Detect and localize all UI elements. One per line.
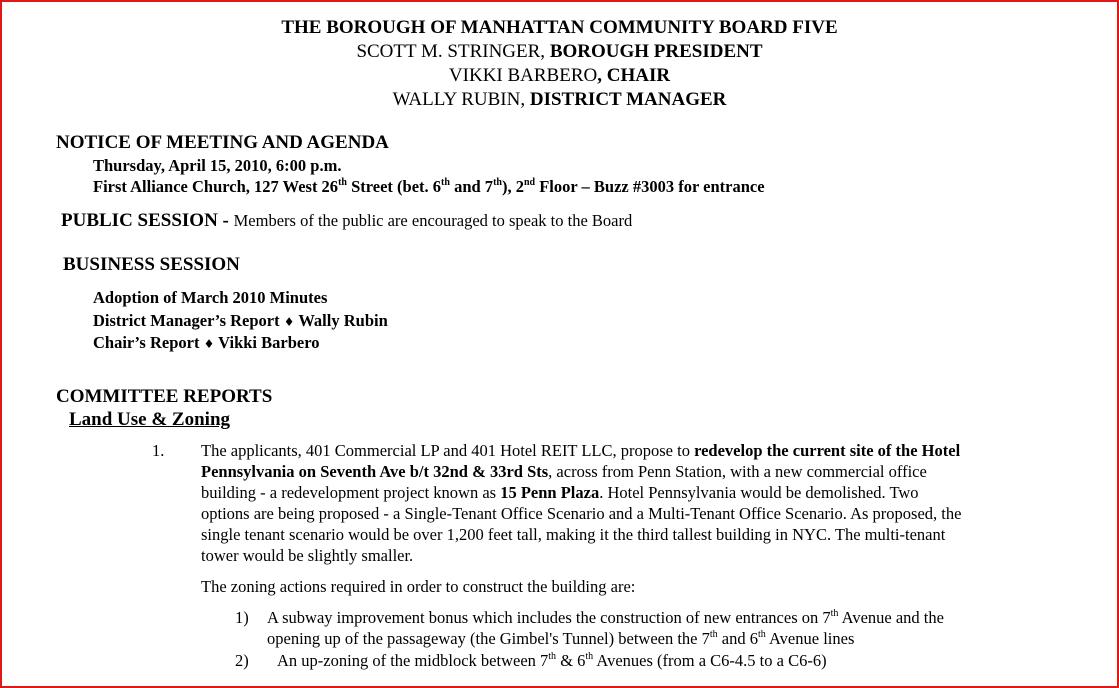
item1-line2: Pennsylvania on Seventh Ave b/t 32nd & 33rd Sts, across from Penn Station, with a new commercial office: [201, 462, 927, 481]
land-use-zoning-subheading: Land Use & Zoning: [69, 409, 231, 430]
diamond-icon: ♦: [283, 315, 295, 329]
item1-line6: tower would be slightly smaller.: [201, 546, 414, 565]
business-item-chair-report: Chair’s Report ♦ Vikki Barbero: [93, 333, 320, 352]
item-number: 1.: [152, 441, 165, 460]
chair-line: VIKKI BARBERO, CHAIR: [448, 65, 671, 86]
committee-reports-heading: COMMITTEE REPORTS: [56, 386, 273, 407]
item1-line4: options are being proposed - a Single-Tenant Office Scenario and a Multi-Tenant Office Scenario. As proposed, the: [201, 504, 962, 523]
borough-president-line: SCOTT M. STRINGER, BOROUGH PRESIDENT: [356, 41, 763, 62]
district-manager-line: WALLY RUBIN, DISTRICT MANAGER: [392, 89, 727, 110]
subitem2-number: 2): [235, 651, 249, 670]
business-session-heading: BUSINESS SESSION: [63, 254, 240, 275]
diamond-icon: ♦: [203, 337, 215, 351]
meeting-location: First Alliance Church, 127 West 26th Street (bet. 6th and 7th), 2nd Floor – Buzz #3003 for entrance: [93, 177, 765, 196]
subitem1-line2: opening up of the passageway (the Gimbel's Tunnel) between the 7th and 6th Avenue lines: [267, 629, 855, 648]
business-item-minutes: Adoption of March 2010 Minutes: [93, 288, 328, 307]
item1-line1: The applicants, 401 Commercial LP and 401 Hotel REIT LLC, propose to redevelop the current site of the Hotel: [201, 441, 961, 460]
subitem1-line1: A subway improvement bonus which includes the construction of new entrances on 7th Avenue and the: [267, 608, 944, 627]
public-session: PUBLIC SESSION - Members of the public are encouraged to speak to the Board: [61, 210, 633, 231]
subitem2-line1: An up-zoning of the midblock between 7th & 6th Avenues (from a C6-4.5 to a C6-6): [277, 651, 827, 670]
meeting-date: Thursday, April 15, 2010, 6:00 p.m.: [93, 156, 342, 175]
item1-line3: building - a redevelopment project known as 15 Penn Plaza. Hotel Pennsylvania would be demolished. Two: [201, 483, 919, 502]
zoning-actions-intro: The zoning actions required in order to construct the building are:: [201, 577, 636, 596]
item1-line5: single tenant scenario would be over 1,200 feet tall, making it the third tallest building in NYC. The multi-tenant: [201, 525, 946, 544]
subitem1-number: 1): [235, 608, 249, 627]
business-item-dm-report: District Manager’s Report ♦ Wally Rubin: [93, 311, 388, 330]
notice-heading: NOTICE OF MEETING AND AGENDA: [56, 132, 389, 153]
board-title: THE BOROUGH OF MANHATTAN COMMUNITY BOARD FIVE: [281, 17, 838, 38]
